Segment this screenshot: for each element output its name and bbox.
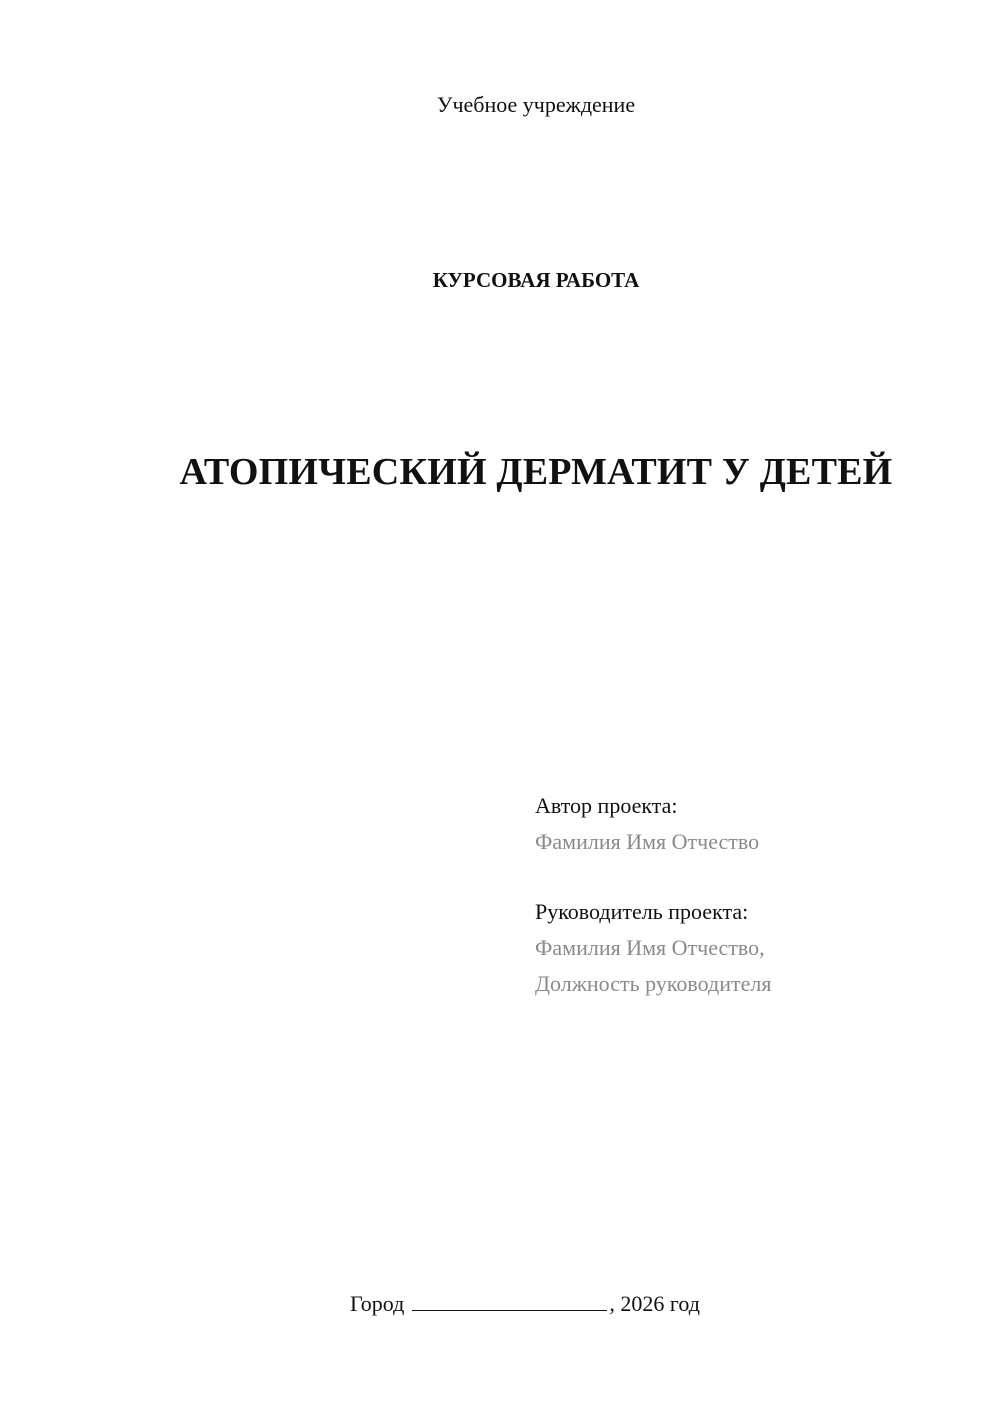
city-blank-line: [412, 1290, 607, 1311]
supervisor-name: Фамилия Имя Отчество,: [535, 935, 765, 960]
institution-name: Учебное учреждение: [436, 92, 636, 117]
spacer: [535, 860, 771, 894]
document-type: КУРСОВАЯ РАБОТА: [432, 268, 640, 292]
city-year-line: [350, 1290, 700, 1317]
city-label: Город: [350, 1291, 405, 1316]
author-label: Автор проекта:: [535, 793, 678, 818]
supervisor-label: Руководитель проекта:: [535, 899, 749, 924]
project-info-block: [535, 788, 771, 1002]
document-title: АТОПИЧЕСКИЙ ДЕРМАТИТ У ДЕТЕЙ: [179, 451, 893, 493]
year-text: , 2026 год: [609, 1291, 700, 1316]
author-name: Фамилия Имя Отчество: [535, 829, 760, 854]
supervisor-position: Должность руководителя: [535, 971, 772, 996]
